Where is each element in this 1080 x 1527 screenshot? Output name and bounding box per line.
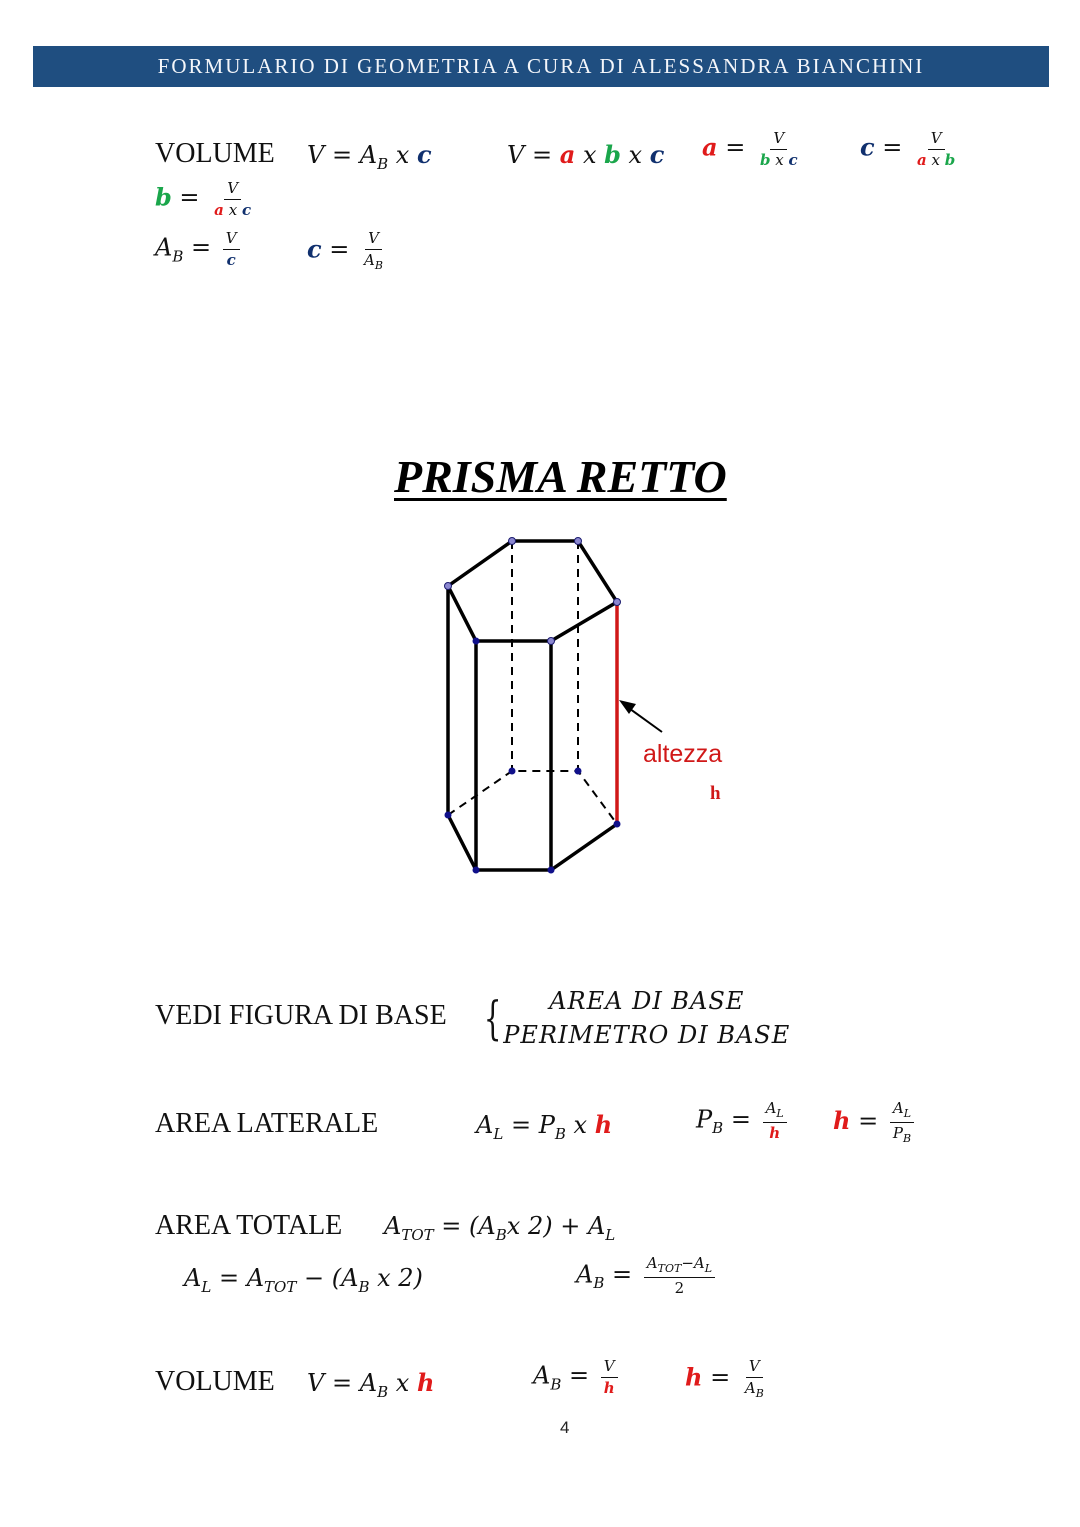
- section-title: PRISMA RETTO: [394, 451, 727, 502]
- base-figure-brace-group: [478, 984, 790, 1052]
- formula-base-from-total: $A_B$ = $\frac{A_{TOT}-A_L}{2}$: [576, 1255, 715, 1297]
- formula-lateral-area: $A_L = P_B$ x h: [476, 1110, 613, 1143]
- volume-label-top: VOLUME: [155, 138, 275, 169]
- volume-label-bottom: VOLUME: [155, 1366, 275, 1397]
- base-perimeter-item: PERIMETRO DI BASE: [503, 1021, 791, 1049]
- base-area-item: AREA DI BASE: [549, 987, 745, 1015]
- formula-prism-height: h = $\frac{V}{A_B}$: [685, 1357, 764, 1400]
- lateral-area-label: AREA LATERALE: [155, 1108, 379, 1139]
- formula-c-from-base: c = $\frac{V}{A_B}$: [307, 229, 383, 272]
- formula-prism-volume: $V = A_B$ x h: [307, 1368, 435, 1401]
- formula-volume-base-c: $V = A_B$ x c: [307, 140, 432, 173]
- formula-base-area-inverse: $A_B$ = $\frac{V}{c}$: [155, 230, 240, 268]
- brace-icon: {: [483, 991, 502, 1045]
- altezza-label: altezza: [643, 740, 723, 768]
- hexagonal-prism-figure: [420, 520, 760, 890]
- formula-lateral-from-total: $A_L = A_{TOT} - (A_B$ x 2): [184, 1264, 423, 1296]
- formula-total-area: $A_{TOT} = (A_Bx$ $2) + A_L$: [384, 1212, 616, 1244]
- total-area-label: AREA TOTALE: [155, 1210, 343, 1241]
- h-label: h: [710, 783, 721, 804]
- formula-b-inverse: b = $\frac{V}{\text{a x c}}$: [155, 179, 252, 219]
- base-figure-label: VEDI FIGURA DI BASE: [155, 1000, 447, 1031]
- header-title: FORMULARIO DI GEOMETRIA A CURA DI ALESSANDRA BIANCHINI: [157, 54, 925, 78]
- formula-c-inverse: c = $\frac{V}{\text{a x b}}$: [860, 129, 956, 169]
- formula-volume-abc: V = a x b x c: [507, 140, 665, 169]
- formula-base-perimeter: $P_B$ = $\frac{A_L}{h}$: [696, 1100, 787, 1142]
- formula-a-inverse: a = $\frac{V}{\text{b x c}}$: [702, 129, 798, 169]
- formula-prism-base-area: $A_B$ = $\frac{V}{h}$: [533, 1358, 618, 1396]
- page-number: 4: [560, 1418, 570, 1437]
- document-header: [33, 46, 1049, 87]
- formula-height-lateral: h = $\frac{A_L}{P_B}$: [833, 1100, 914, 1145]
